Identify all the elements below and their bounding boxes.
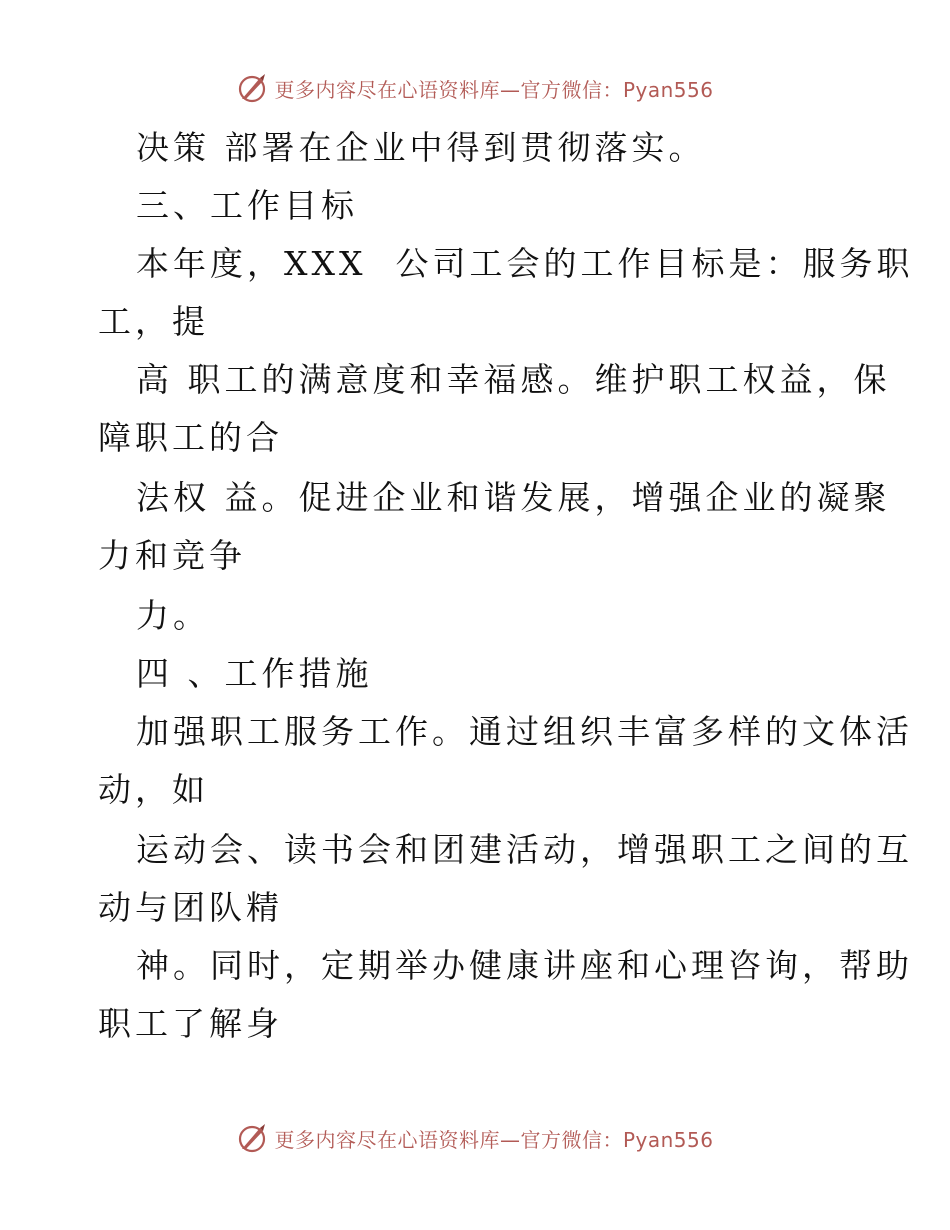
body-line: 力。 <box>136 596 210 635</box>
body-line: 加强职工服务工作。通过组织丰富多样的文体活 <box>136 712 913 751</box>
body-line: 决策 部署在企业中得到贯彻落实。 <box>136 128 706 167</box>
body-line: 工，提 <box>98 302 209 341</box>
body-line: 神。同时，定期举办健康讲座和心理咨询，帮助 <box>136 946 913 985</box>
body-line: 本年度，XXX 公司工会的工作目标是：服务职 <box>136 244 914 283</box>
watermark-text: 更多内容尽在心语资料库—官方微信：Pyan556 <box>274 1127 714 1152</box>
header-watermark <box>0 72 950 104</box>
body-line: 动与团队精 <box>98 888 283 927</box>
body-line: 法权 益。促进企业和谐发展，增强企业的凝聚 <box>136 478 891 517</box>
watermark-text: 更多内容尽在心语资料库—官方微信：Pyan556 <box>274 77 714 102</box>
body-line: 职工了解身 <box>98 1004 283 1043</box>
body-line: 高 职工的满意度和幸福感。维护职工权益，保 <box>136 360 891 399</box>
section-heading: 四 、工作措施 <box>136 654 373 693</box>
body-line: 动，如 <box>98 770 209 809</box>
body-line: 力和竞争 <box>98 536 246 575</box>
body-line: 运动会、读书会和团建活动，增强职工之间的互 <box>136 830 913 869</box>
footer-watermark <box>0 1122 950 1154</box>
body-line: 障职工的合 <box>98 418 283 457</box>
quill-logo-icon <box>236 1122 268 1154</box>
quill-logo-icon <box>236 72 268 104</box>
section-heading: 三、工作目标 <box>136 186 358 225</box>
